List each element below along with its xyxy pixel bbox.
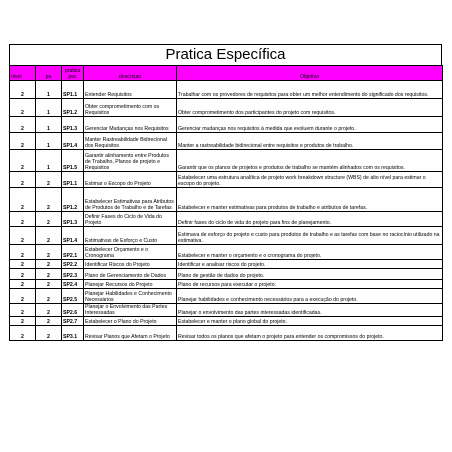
cell-objetivo: Plano de recursos para executar o projeto. — [177, 280, 443, 289]
cell-objetivo: Estabelecer e manter estimativas para produtos de trabalho e atributos de tarefas. — [177, 188, 443, 212]
cell-pa: 2 — [36, 260, 62, 269]
table-row — [10, 326, 443, 341]
cell-nivel: 2 — [10, 81, 36, 99]
table-row — [10, 317, 443, 326]
header-descricao: descricao — [84, 66, 177, 81]
cell-nivel: 2 — [10, 172, 36, 188]
table-row — [10, 172, 443, 188]
cell-pratica: SP3.1 — [62, 326, 84, 341]
cell-objetivo: Identificar e analisar riscos do projeto. — [177, 260, 443, 269]
table-row — [10, 280, 443, 289]
cell-pratica: SP1.2 — [62, 188, 84, 212]
cell-objetivo: Estabelecer e manter o plano global do projeto. — [177, 317, 443, 326]
cell-objetivo: Garantir que os planos de projetos e produtos de trabalho se mantém alinhados com os requisitos. — [177, 150, 443, 172]
cell-descricao: Planejar Recursos do Projeto — [84, 280, 177, 289]
cell-descricao: Planejar o Envolvimento das Partes Interessadas — [84, 304, 177, 317]
cell-pa: 2 — [36, 326, 62, 341]
cell-pratica: SP1.5 — [62, 150, 84, 172]
cell-pa: 2 — [36, 227, 62, 245]
table-row — [10, 304, 443, 317]
cell-pratica: SP1.3 — [62, 212, 84, 227]
header-pa: pa — [36, 66, 62, 81]
spreadsheet — [9, 44, 442, 341]
cell-pa: 1 — [36, 81, 62, 99]
cell-descricao: Estimativas de Esforço e Custo — [84, 227, 177, 245]
cell-nivel: 2 — [10, 188, 36, 212]
cell-pa: 1 — [36, 150, 62, 172]
cell-objetivo: Planejar o envolvimento das partes interessadas identificadas. — [177, 304, 443, 317]
practices-table — [9, 65, 443, 341]
cell-descricao: Estabelecer o Plano do Projeto — [84, 317, 177, 326]
cell-objetivo: Definir fases do ciclo de vida do projeto para fins de planejamento. — [177, 212, 443, 227]
cell-pratica: SP1.2 — [62, 99, 84, 117]
sheet-title: Pratica Específica — [9, 44, 442, 65]
header-nivel: nivel — [10, 66, 36, 81]
cell-descricao: Gerenciar Mudanças nos Requisitos — [84, 117, 177, 133]
cell-objetivo: Estabelecer e manter o orçamento e o cronograma do projeto. — [177, 245, 443, 260]
cell-pa: 2 — [36, 172, 62, 188]
table-row — [10, 245, 443, 260]
cell-pa: 2 — [36, 245, 62, 260]
cell-nivel: 2 — [10, 280, 36, 289]
cell-pa: 1 — [36, 117, 62, 133]
cell-pratica: SP2.2 — [62, 260, 84, 269]
cell-pratica: SP1.1 — [62, 172, 84, 188]
cell-nivel: 2 — [10, 245, 36, 260]
cell-descricao: Manter Rastreabilidade Bidirecional dos Requisitos — [84, 133, 177, 150]
cell-nivel: 2 — [10, 260, 36, 269]
cell-pa: 2 — [36, 188, 62, 212]
cell-pa: 2 — [36, 212, 62, 227]
cell-descricao: Definir Fases do Ciclo de Vida do Projeto — [84, 212, 177, 227]
table-row — [10, 212, 443, 227]
cell-objetivo: Estimava de esforço do projeto e custo para produtos de trabalho e as tarefas com base no raciocínio utilizado na estimativa. — [177, 227, 443, 245]
cell-nivel: 2 — [10, 212, 36, 227]
cell-descricao: Plano de Gerenciamento de Dados — [84, 269, 177, 280]
cell-pratica: SP2.6 — [62, 304, 84, 317]
cell-descricao: Estimar o Escopo do Projeto — [84, 172, 177, 188]
cell-objetivo: Trabalhar com os provedores de requisitos para obter um melhor entendimento do significado dos requisitos. — [177, 81, 443, 99]
cell-objetivo: Plano de gestão de dados do projeto. — [177, 269, 443, 280]
table-row — [10, 188, 443, 212]
cell-objetivo: Revisar todos os planos que afetam o projeto para entender os compromissos do projeto. — [177, 326, 443, 341]
cell-pratica: SP2.1 — [62, 245, 84, 260]
cell-pa: 2 — [36, 280, 62, 289]
cell-descricao: Revisar Planos que Afetam o Projeto — [84, 326, 177, 341]
cell-descricao: Identificar Riscos do Projeto — [84, 260, 177, 269]
cell-pratica: SP1.3 — [62, 117, 84, 133]
cell-descricao: Entender Requisitos — [84, 81, 177, 99]
header-pratica: pratica pec — [62, 66, 84, 81]
table-row — [10, 117, 443, 133]
cell-descricao: Garantir alinhamento entre Produtos de Trabalho, Planos de projeto e Requisitos — [84, 150, 177, 172]
table-row — [10, 269, 443, 280]
cell-pa: 2 — [36, 269, 62, 280]
table-row — [10, 260, 443, 269]
table-row — [10, 99, 443, 117]
table-row — [10, 227, 443, 245]
cell-pratica: SP1.4 — [62, 227, 84, 245]
cell-pratica: SP2.4 — [62, 280, 84, 289]
cell-descricao: Estabelecer Estimativas para Atributos de Produtos de Trabalho e de Tarefas — [84, 188, 177, 212]
cell-pa: 1 — [36, 133, 62, 150]
cell-nivel: 2 — [10, 304, 36, 317]
cell-pratica: SP1.1 — [62, 81, 84, 99]
table-row — [10, 133, 443, 150]
cell-descricao: Estabelecer Orçamento e o Cronograma — [84, 245, 177, 260]
cell-nivel: 2 — [10, 317, 36, 326]
cell-pratica: SP2.7 — [62, 317, 84, 326]
cell-pa: 2 — [36, 304, 62, 317]
cell-pa: 2 — [36, 289, 62, 304]
cell-pratica: SP1.4 — [62, 133, 84, 150]
cell-objetivo: Manter a rastreabilidade bidirecional entre requisitos e produtos de trabalho. — [177, 133, 443, 150]
table-row — [10, 289, 443, 304]
cell-pratica: SP2.3 — [62, 269, 84, 280]
header-objetivo: Objetivo — [177, 66, 443, 81]
cell-pratica: SP2.5 — [62, 289, 84, 304]
cell-descricao: Obter comprometimento com os Requisitos — [84, 99, 177, 117]
cell-descricao: Planejar Habilidades e Conhecimento Necessários — [84, 289, 177, 304]
cell-nivel: 2 — [10, 133, 36, 150]
cell-nivel: 2 — [10, 99, 36, 117]
cell-nivel: 2 — [10, 117, 36, 133]
cell-nivel: 2 — [10, 289, 36, 304]
cell-pa: 1 — [36, 99, 62, 117]
cell-objetivo: Obter comprometimento dos participantes do projeto com requisitos. — [177, 99, 443, 117]
cell-nivel: 2 — [10, 227, 36, 245]
header-row — [10, 66, 443, 81]
cell-nivel: 2 — [10, 150, 36, 172]
cell-objetivo: Gerenciar mudanças nos requisitos à medida que evoluem durante o projeto. — [177, 117, 443, 133]
cell-nivel: 2 — [10, 326, 36, 341]
cell-objetivo: Estabelecer uma estrutura analítica de projeto work breakdown structure (WBS) de alto nível para estimar o escopo do projeto. — [177, 172, 443, 188]
cell-nivel: 2 — [10, 269, 36, 280]
cell-pa: 2 — [36, 317, 62, 326]
cell-objetivo: Planejar habilidades e conhecimento necessários para a execução do projeto. — [177, 289, 443, 304]
table-row — [10, 150, 443, 172]
table-row — [10, 81, 443, 99]
